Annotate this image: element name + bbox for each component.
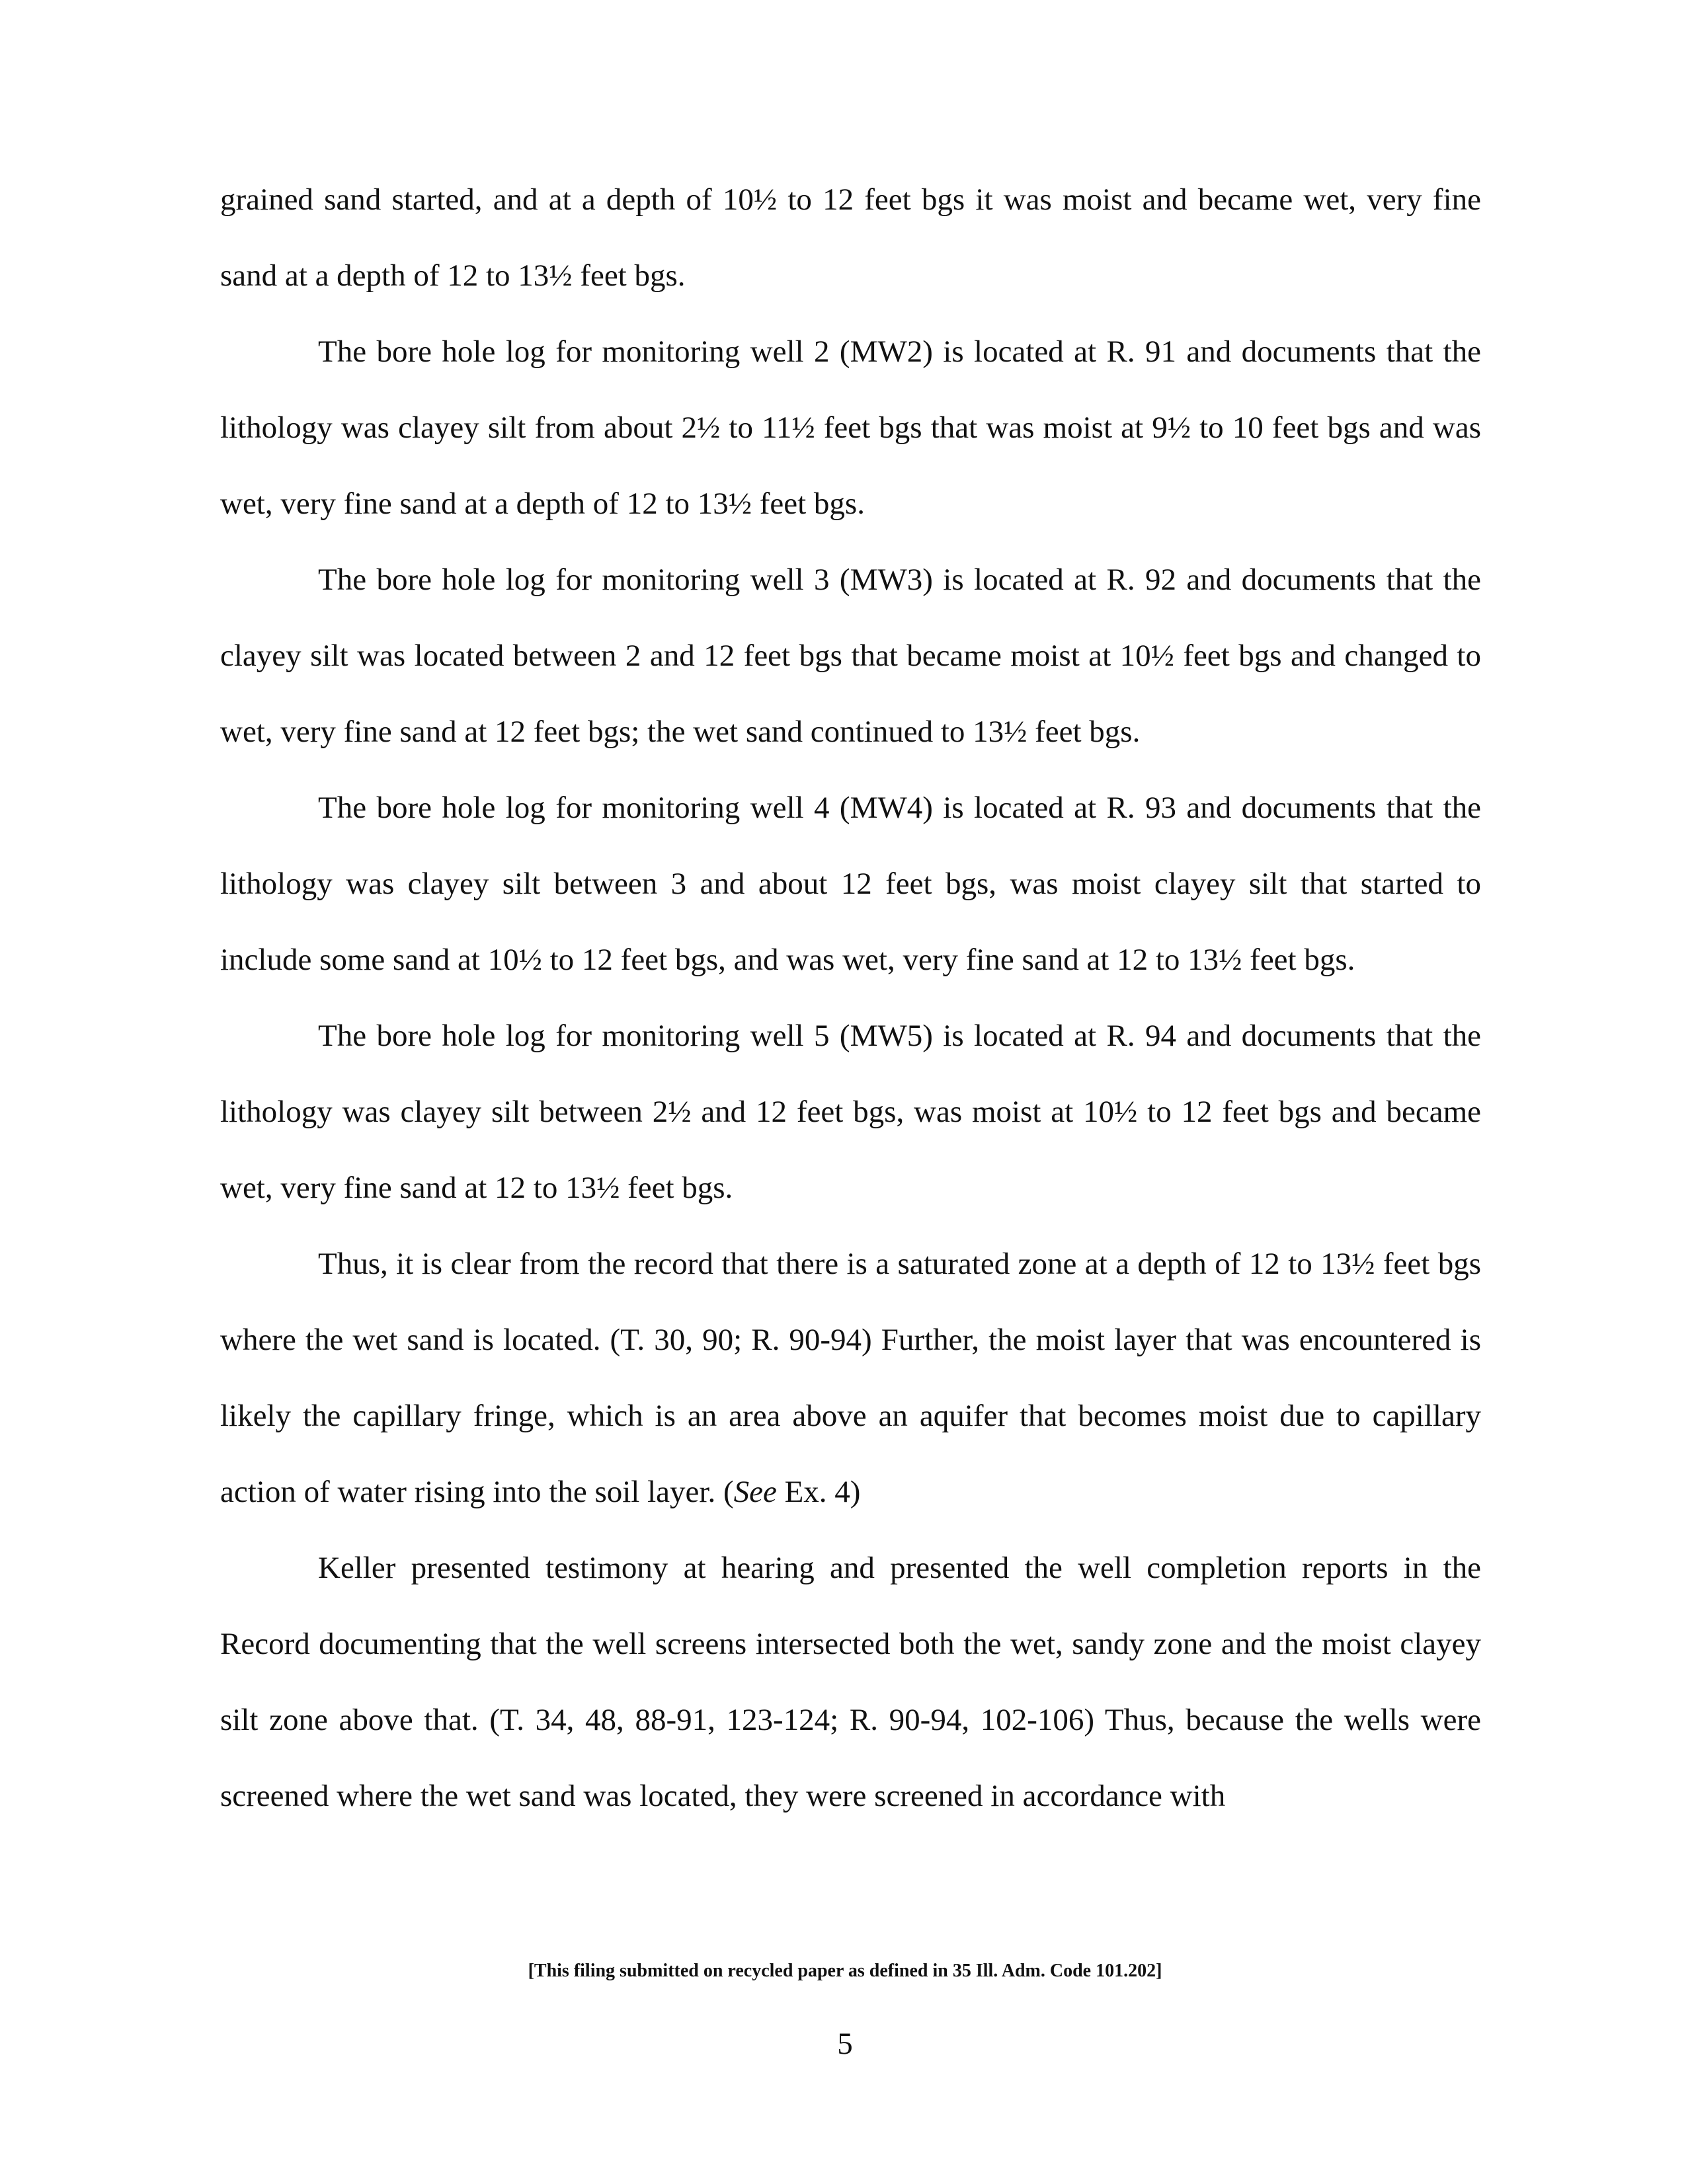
paragraph-mw3: The bore hole log for monitoring well 3 (MW3) is located at R. 92 and documents that the clayey silt was located between 2 and 12 feet bgs that became moist at 10½ feet bgs and changed to wet, very fine sand at 12 feet bgs; the wet sand continued to 13½ feet bgs. (220, 563, 1481, 749)
paragraph-mw5: The bore hole log for monitoring well 5 (MW5) is located at R. 94 and documents that the lithology was clayey silt between 2½ and 12 feet bgs, was moist at 10½ to 12 feet bgs and became wet, very fine sand at 12 to 13½ feet bgs. (220, 1019, 1481, 1205)
document-body (220, 162, 1481, 1834)
paragraph-keller-testimony: Keller presented testimony at hearing and presented the well completion reports in the Record documenting that the well screens intersected both the wet, sandy zone and the moist clayey silt zone above that. (T. 34, 48, 88-91, 123-124; R. 90-94, 102-106) Thus, because the wells were screened where the wet sand was located, they were screened in accordance with (220, 1551, 1481, 1813)
recycled-paper-footer-note: [This filing submitted on recycled paper as defined in 35 Ill. Adm. Code 101.202] (528, 1961, 1162, 1981)
paragraph-mw2: The bore hole log for monitoring well 2 (MW2) is located at R. 91 and documents that the lithology was clayey silt from about 2½ to 11½ feet bgs that was moist at 9½ to 10 feet bgs and was wet, very fine sand at a depth of 12 to 13½ feet bgs. (220, 334, 1481, 521)
page-number: 5 (837, 2027, 853, 2061)
paragraph-mw4: The bore hole log for monitoring well 4 (MW4) is located at R. 93 and documents that the lithology was clayey silt between 3 and about 12 feet bgs, was moist clayey silt that started to include some sand at 10½ to 12 feet bgs, and was wet, very fine sand at 12 to 13½ feet bgs. (220, 791, 1481, 977)
paragraph-continuation: grained sand started, and at a depth of 10½ to 12 feet bgs it was moist and became wet, very fine sand at a depth of 12 to 13½ feet bgs. (220, 182, 1481, 293)
paragraph-saturated-zone-citation: Ex. 4) (776, 1475, 861, 1509)
paragraph-saturated-zone-text: Thus, it is clear from the record that there is a saturated zone at a depth of 12 to 13½ feet bgs where the wet sand is located. (T. 30, 90; R. 90-94) Further, the moist layer that was encountered is likely the capillary fringe, which is an area above an aquifer that becomes moist due to capillary action of water rising into the soil layer. ( (220, 1247, 1481, 1509)
paragraph-saturated-zone (220, 1226, 1481, 1530)
see-signal-italic: See (733, 1475, 777, 1509)
